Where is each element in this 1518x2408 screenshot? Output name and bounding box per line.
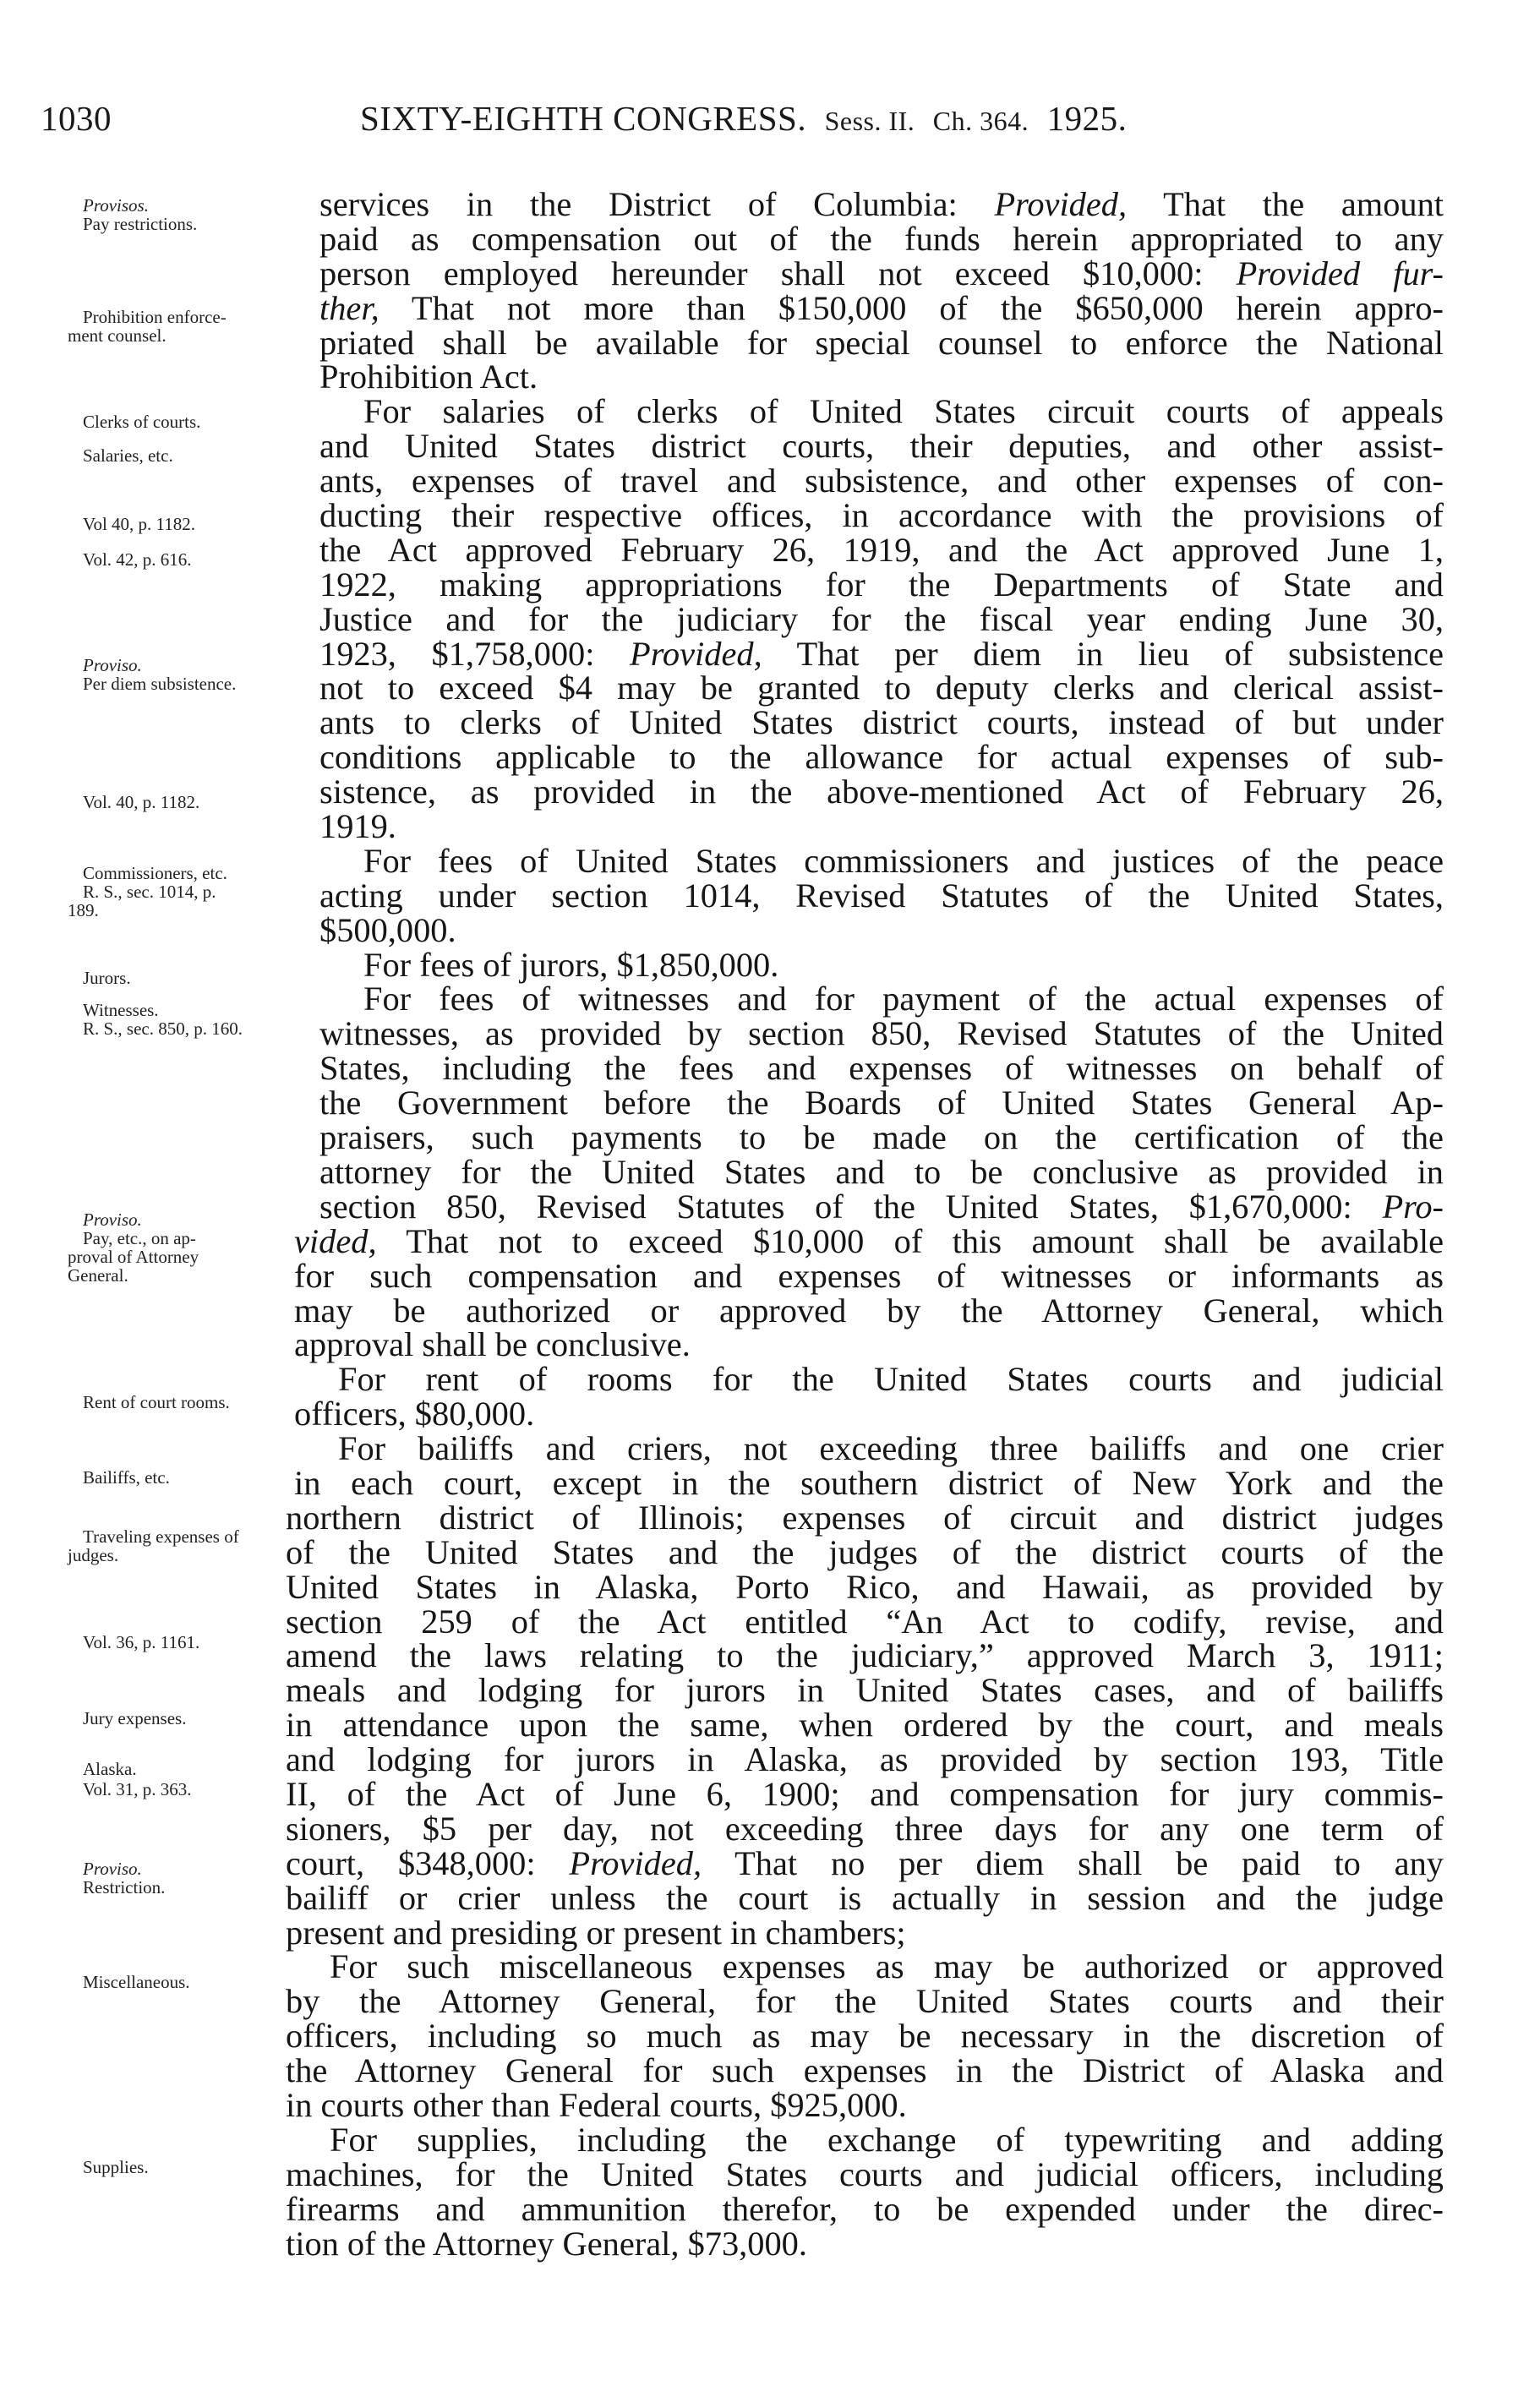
- chapter: Ch. 364.: [932, 106, 1029, 136]
- margin-note: General.: [68, 1265, 128, 1286]
- text-line: paid as compensation out of the funds herein appropriated to any: [319, 219, 1444, 258]
- margin-note: Pay, etc., on ap-: [83, 1228, 196, 1248]
- text-line: the Government before the Boards of United States General Ap-: [319, 1084, 1444, 1122]
- text-line: not to exceed $4 may be granted to deputy clerks and clerical assist-: [319, 669, 1444, 707]
- year: 1925.: [1046, 99, 1128, 138]
- text-line: officers, including so much as may be necessary in the discretion of: [286, 2017, 1444, 2056]
- margin-note: Vol. 31, p. 363.: [83, 1779, 192, 1799]
- margin-note: Provisos.: [83, 195, 149, 216]
- text-line: For bailiffs and criers, not exceeding three bailiffs and one crier: [338, 1429, 1444, 1468]
- margin-note: Proviso.: [83, 1859, 142, 1879]
- text-line: in each court, except in the southern district of New York and the: [294, 1463, 1444, 1502]
- text-line: $500,000.: [319, 910, 456, 949]
- text-line: For fees of jurors, $1,850,000.: [363, 945, 779, 984]
- margin-note: Commissioners, etc.: [83, 863, 227, 883]
- margin-note: Jury expenses.: [83, 1708, 187, 1728]
- margin-note: Vol. 36, p. 1161.: [83, 1632, 200, 1652]
- margin-note: Witnesses.: [83, 1000, 159, 1020]
- margin-note: Bailiffs, etc.: [83, 1467, 170, 1488]
- text-line: For rent of rooms for the United States courts and judicial: [338, 1360, 1444, 1399]
- margin-note: Traveling expenses of: [83, 1526, 239, 1547]
- text-line: sistence, as provided in the above-mentioned Act of February 26,: [319, 773, 1444, 811]
- margin-note: Salaries, etc.: [83, 445, 173, 466]
- text-line: meals and lodging for jurors in United States cases, and of bailiffs: [286, 1671, 1444, 1710]
- text-line: for such compensation and expenses of witnesses or informants as: [294, 1256, 1444, 1295]
- statute-text: [286, 185, 1444, 2263]
- text-line: ther, That not more than $150,000 of the $650,000 herein appro-: [319, 288, 1444, 327]
- text-line: the Act approved February 26, 1919, and the Act approved June 1,: [319, 530, 1444, 569]
- text-line: services in the District of Columbia: Provided, That the amount: [319, 185, 1444, 223]
- text-line: section 259 of the Act entitled “An Act to codify, revise, and: [286, 1602, 1444, 1641]
- text-line: bailiff or crier unless the court is actually in session and the judge: [286, 1878, 1444, 1917]
- text-line: approval shall be conclusive.: [294, 1325, 691, 1364]
- running-head: [360, 98, 1127, 139]
- text-line: witnesses, as provided by section 850, Revised Statutes of the United: [319, 1014, 1444, 1053]
- text-line: of the United States and the judges of the district courts of the: [286, 1532, 1444, 1571]
- text-line: For fees of United States commissioners and justices of the peace: [363, 841, 1444, 880]
- text-line: in courts other than Federal courts, $925,000.: [286, 2085, 907, 2124]
- margin-note: Rent of court rooms.: [83, 1392, 230, 1412]
- margin-note: proval of Attorney: [68, 1247, 199, 1267]
- text-line: sioners, $5 per day, not exceeding three days for any one term of: [286, 1809, 1444, 1848]
- margin-note: Proviso.: [83, 1209, 142, 1230]
- text-line: conditions applicable to the allowance for actual expenses of sub-: [319, 738, 1444, 777]
- text-line: States, including the fees and expenses of witnesses on behalf of: [319, 1049, 1444, 1088]
- text-line: acting under section 1014, Revised Statutes of the United States,: [319, 876, 1444, 915]
- text-line: Prohibition Act.: [319, 358, 538, 396]
- text-line: ducting their respective offices, in accordance with the provisions of: [319, 496, 1444, 535]
- text-line: For such miscellaneous expenses as may be authorized or approved: [330, 1947, 1444, 1986]
- text-line: and United States district courts, their deputies, and other assist-: [319, 427, 1444, 466]
- text-line: 1919.: [319, 807, 396, 846]
- text-line: tion of the Attorney General, $73,000.: [286, 2224, 807, 2263]
- text-line: present and presiding or present in chambers;: [286, 1913, 906, 1952]
- margin-note: 189.: [68, 900, 99, 920]
- margin-note: Restriction.: [83, 1877, 166, 1897]
- margin-note: Miscellaneous.: [83, 1972, 190, 1992]
- margin-note: Proviso.: [83, 655, 142, 675]
- text-line: the Attorney General for such expenses in the District of Alaska and: [286, 2051, 1444, 2090]
- margin-note: Prohibition enforce-: [83, 307, 227, 327]
- margin-note: Vol 40, p. 1182.: [83, 514, 196, 534]
- margin-note: judges.: [68, 1545, 119, 1565]
- margin-note: Vol. 40, p. 1182.: [83, 792, 200, 812]
- text-line: United States in Alaska, Porto Rico, and Hawaii, as provided by: [286, 1567, 1444, 1606]
- text-line: For supplies, including the exchange of typewriting and adding: [330, 2120, 1444, 2159]
- margin-note: Pay restrictions.: [83, 214, 198, 234]
- text-line: 1922, making appropriations for the Departments of State and: [319, 565, 1444, 603]
- text-line: machines, for the United States courts and judicial officers, including: [286, 2154, 1444, 2193]
- margin-note: R. S., sec. 1014, p.: [83, 882, 216, 902]
- text-line: by the Attorney General, for the United States courts and their: [286, 1982, 1444, 2021]
- session: Sess. II.: [824, 106, 915, 136]
- text-line: court, $348,000: Provided, That no per diem shall be paid to any: [286, 1843, 1444, 1882]
- text-line: may be authorized or approved by the Attorney General, which: [294, 1291, 1444, 1330]
- text-line: in attendance upon the same, when ordered by the court, and meals: [286, 1706, 1444, 1745]
- text-line: Justice and for the judiciary for the fiscal year ending June 30,: [319, 599, 1444, 638]
- text-line: and lodging for jurors in Alaska, as provided by section 193, Title: [286, 1740, 1444, 1779]
- text-line: II, of the Act of June 6, 1900; and compensation for jury commis-: [286, 1774, 1444, 1813]
- margin-note: ment counsel.: [68, 325, 167, 346]
- text-line: 1923, $1,758,000: Provided, That per diem in lieu of subsistence: [319, 634, 1444, 673]
- text-line: person employed hereunder shall not exceed $10,000: Provided fur-: [319, 254, 1444, 292]
- margin-note: Jurors.: [83, 968, 131, 988]
- text-line: section 850, Revised Statutes of the United States, $1,670,000: Pro-: [319, 1187, 1444, 1226]
- margin-note: R. S., sec. 850, p. 160.: [83, 1018, 243, 1039]
- text-line: amend the laws relating to the judiciary,” approved March 3, 1911;: [286, 1636, 1444, 1675]
- text-line: praisers, such payments to be made on the certification of the: [319, 1118, 1444, 1157]
- margin-note: Alaska.: [83, 1759, 137, 1779]
- congress-name: SIXTY-EIGHTH CONGRESS.: [360, 99, 807, 138]
- text-line: firearms and ammunition therefor, to be expended under the direc-: [286, 2189, 1444, 2228]
- text-line: ants, expenses of travel and subsistence, and other expenses of con-: [319, 461, 1444, 500]
- text-line: priated shall be available for special counsel to enforce the National: [319, 323, 1444, 362]
- text-line: officers, $80,000.: [294, 1395, 535, 1433]
- text-line: vided, That not to exceed $10,000 of this amount shall be available: [294, 1221, 1444, 1260]
- margin-note: Clerks of courts.: [83, 412, 201, 432]
- margin-note: Vol. 42, p. 616.: [83, 549, 192, 570]
- margin-note: Per diem subsistence.: [83, 674, 237, 694]
- text-line: attorney for the United States and to be conclusive as provided in: [319, 1152, 1444, 1191]
- page-number: 1030: [41, 99, 112, 138]
- text-line: For salaries of clerks of United States circuit courts of appeals: [363, 392, 1444, 431]
- text-line: northern district of Illinois; expenses of circuit and district judges: [286, 1498, 1444, 1537]
- text-line: ants to clerks of United States district courts, instead of but under: [319, 703, 1444, 742]
- margin-note: Supplies.: [83, 2157, 149, 2177]
- text-line: For fees of witnesses and for payment of the actual expenses of: [363, 980, 1444, 1018]
